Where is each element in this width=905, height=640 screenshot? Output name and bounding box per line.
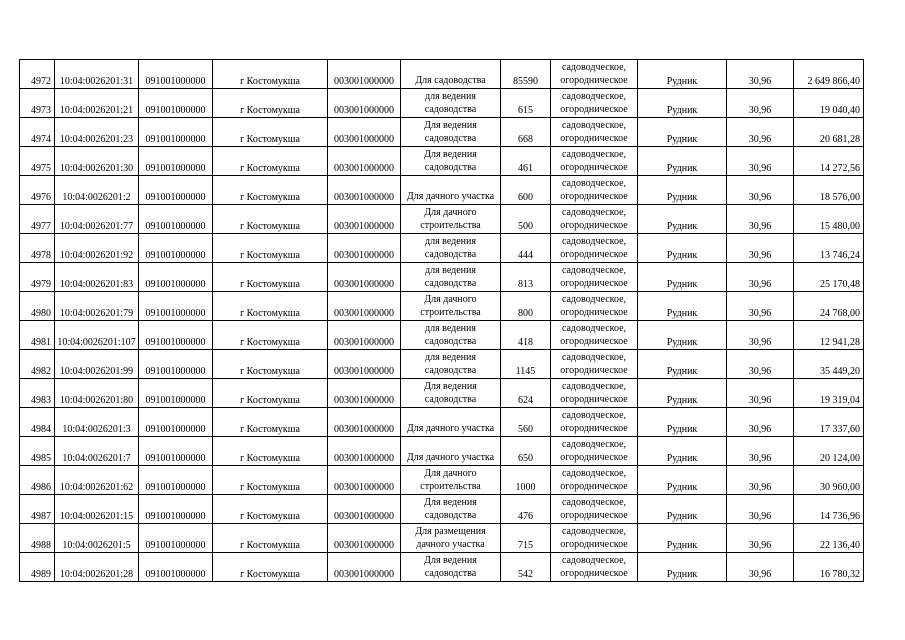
table-row — [20, 118, 864, 147]
cell-oktmo-code: 003001000000 — [328, 263, 401, 292]
cell-land-category: садоводческое, огородническое — [551, 553, 638, 582]
cell-zone: Рудник — [638, 466, 727, 495]
cell-oktmo-code: 003001000000 — [328, 350, 401, 379]
cell-row-number: 4984 — [20, 408, 55, 437]
cell-cadastral-number: 10:04:0026201:23 — [55, 118, 139, 147]
cell-specific-value: 30,96 — [727, 379, 794, 408]
cell-area: 600 — [501, 176, 551, 205]
cell-area: 615 — [501, 89, 551, 118]
cell-cadastral-number: 10:04:0026201:92 — [55, 234, 139, 263]
cell-specific-value: 30,96 — [727, 89, 794, 118]
cell-cadastral-value: 17 337,60 — [794, 408, 864, 437]
cell-oktmo-code: 003001000000 — [328, 176, 401, 205]
cell-cadastral-value: 24 768,00 — [794, 292, 864, 321]
cell-specific-value: 30,96 — [727, 524, 794, 553]
cell-city: г Костомукша — [213, 147, 328, 176]
cell-row-number: 4975 — [20, 147, 55, 176]
cell-permitted-use: Для ведения садоводства — [401, 495, 501, 524]
cell-zone: Рудник — [638, 292, 727, 321]
cell-land-category: садоводческое, огородническое — [551, 350, 638, 379]
cell-cadastral-value: 20 681,28 — [794, 118, 864, 147]
cell-area: 1000 — [501, 466, 551, 495]
cell-oktmo-code: 003001000000 — [328, 60, 401, 89]
cell-okato-code: 091001000000 — [139, 147, 213, 176]
table-row — [20, 524, 864, 553]
cell-okato-code: 091001000000 — [139, 263, 213, 292]
cell-cadastral-value: 35 449,20 — [794, 350, 864, 379]
cell-cadastral-number: 10:04:0026201:5 — [55, 524, 139, 553]
cell-land-category: садоводческое, огородническое — [551, 379, 638, 408]
cell-cadastral-number: 10:04:0026201:99 — [55, 350, 139, 379]
cell-cadastral-value: 15 480,00 — [794, 205, 864, 234]
cell-row-number: 4976 — [20, 176, 55, 205]
cell-zone: Рудник — [638, 147, 727, 176]
cell-specific-value: 30,96 — [727, 495, 794, 524]
cell-area: 476 — [501, 495, 551, 524]
cell-oktmo-code: 003001000000 — [328, 466, 401, 495]
cell-permitted-use: Для ведения садоводства — [401, 553, 501, 582]
cell-zone: Рудник — [638, 60, 727, 89]
cell-oktmo-code: 003001000000 — [328, 437, 401, 466]
cell-row-number: 4983 — [20, 379, 55, 408]
cell-city: г Костомукша — [213, 205, 328, 234]
cell-okato-code: 091001000000 — [139, 495, 213, 524]
cell-zone: Рудник — [638, 118, 727, 147]
cell-cadastral-number: 10:04:0026201:7 — [55, 437, 139, 466]
cell-oktmo-code: 003001000000 — [328, 234, 401, 263]
table-row — [20, 60, 864, 89]
cell-zone: Рудник — [638, 408, 727, 437]
cell-specific-value: 30,96 — [727, 437, 794, 466]
cell-land-category: садоводческое, огородническое — [551, 234, 638, 263]
cell-cadastral-number: 10:04:0026201:80 — [55, 379, 139, 408]
cell-city: г Костомукша — [213, 176, 328, 205]
cell-permitted-use: Для дачного участка — [401, 408, 501, 437]
cell-permitted-use: Для ведения садоводства — [401, 118, 501, 147]
cell-cadastral-number: 10:04:0026201:2 — [55, 176, 139, 205]
cell-cadastral-value: 30 960,00 — [794, 466, 864, 495]
cell-okato-code: 091001000000 — [139, 205, 213, 234]
cell-okato-code: 091001000000 — [139, 176, 213, 205]
cell-city: г Костомукша — [213, 379, 328, 408]
cell-area: 461 — [501, 147, 551, 176]
cell-area: 800 — [501, 292, 551, 321]
cell-cadastral-value: 2 649 866,40 — [794, 60, 864, 89]
cell-city: г Костомукша — [213, 89, 328, 118]
cell-land-category: садоводческое, огородническое — [551, 292, 638, 321]
cell-city: г Костомукша — [213, 350, 328, 379]
cell-row-number: 4987 — [20, 495, 55, 524]
cell-specific-value: 30,96 — [727, 60, 794, 89]
cell-land-category: садоводческое, огородническое — [551, 118, 638, 147]
cell-area: 85590 — [501, 60, 551, 89]
cell-row-number: 4982 — [20, 350, 55, 379]
cell-cadastral-value: 19 040,40 — [794, 89, 864, 118]
cell-area: 624 — [501, 379, 551, 408]
cell-row-number: 4973 — [20, 89, 55, 118]
cell-okato-code: 091001000000 — [139, 437, 213, 466]
cell-land-category: садоводческое, огородническое — [551, 205, 638, 234]
cell-specific-value: 30,96 — [727, 263, 794, 292]
cell-zone: Рудник — [638, 524, 727, 553]
cell-cadastral-number: 10:04:0026201:79 — [55, 292, 139, 321]
cell-land-category: садоводческое, огородническое — [551, 408, 638, 437]
cell-row-number: 4972 — [20, 60, 55, 89]
cell-cadastral-number: 10:04:0026201:107 — [55, 321, 139, 350]
cell-permitted-use: Для размещения дачного участка — [401, 524, 501, 553]
cell-cadastral-value: 12 941,28 — [794, 321, 864, 350]
cell-row-number: 4986 — [20, 466, 55, 495]
cell-specific-value: 30,96 — [727, 408, 794, 437]
cell-row-number: 4980 — [20, 292, 55, 321]
cell-permitted-use: Для дачного участка — [401, 176, 501, 205]
cell-zone: Рудник — [638, 379, 727, 408]
table-row — [20, 292, 864, 321]
cell-specific-value: 30,96 — [727, 321, 794, 350]
cell-area: 444 — [501, 234, 551, 263]
cell-row-number: 4989 — [20, 553, 55, 582]
table-row — [20, 89, 864, 118]
cell-area: 1145 — [501, 350, 551, 379]
cell-row-number: 4985 — [20, 437, 55, 466]
cell-oktmo-code: 003001000000 — [328, 553, 401, 582]
cell-specific-value: 30,96 — [727, 292, 794, 321]
cell-land-category: садоводческое, огородническое — [551, 89, 638, 118]
table-body — [20, 60, 864, 582]
cell-area: 715 — [501, 524, 551, 553]
cell-okato-code: 091001000000 — [139, 524, 213, 553]
cell-okato-code: 091001000000 — [139, 408, 213, 437]
cell-permitted-use: для ведения садоводства — [401, 350, 501, 379]
cell-oktmo-code: 003001000000 — [328, 321, 401, 350]
cell-okato-code: 091001000000 — [139, 379, 213, 408]
cell-permitted-use: для ведения садоводства — [401, 321, 501, 350]
cell-area: 668 — [501, 118, 551, 147]
cell-zone: Рудник — [638, 205, 727, 234]
cell-okato-code: 091001000000 — [139, 321, 213, 350]
cell-cadastral-number: 10:04:0026201:15 — [55, 495, 139, 524]
cell-city: г Костомукша — [213, 118, 328, 147]
table-row — [20, 350, 864, 379]
cell-cadastral-value: 20 124,00 — [794, 437, 864, 466]
cadastral-value-table — [19, 59, 864, 582]
table-row — [20, 466, 864, 495]
cell-zone: Рудник — [638, 263, 727, 292]
cell-okato-code: 091001000000 — [139, 234, 213, 263]
cell-specific-value: 30,96 — [727, 466, 794, 495]
cell-cadastral-value: 14 272,56 — [794, 147, 864, 176]
table-row — [20, 379, 864, 408]
table-row — [20, 176, 864, 205]
cell-zone: Рудник — [638, 321, 727, 350]
cell-oktmo-code: 003001000000 — [328, 495, 401, 524]
cell-permitted-use: Для дачного строительства — [401, 205, 501, 234]
cell-permitted-use: Для садоводства — [401, 60, 501, 89]
cell-city: г Костомукша — [213, 553, 328, 582]
cell-okato-code: 091001000000 — [139, 466, 213, 495]
cell-city: г Костомукша — [213, 60, 328, 89]
cell-cadastral-number: 10:04:0026201:28 — [55, 553, 139, 582]
cell-area: 650 — [501, 437, 551, 466]
cell-specific-value: 30,96 — [727, 118, 794, 147]
cell-permitted-use: Для дачного строительства — [401, 466, 501, 495]
cell-row-number: 4978 — [20, 234, 55, 263]
cell-okato-code: 091001000000 — [139, 553, 213, 582]
cell-permitted-use: Для дачного участка — [401, 437, 501, 466]
cell-area: 418 — [501, 321, 551, 350]
cell-oktmo-code: 003001000000 — [328, 408, 401, 437]
cell-cadastral-value: 19 319,04 — [794, 379, 864, 408]
cell-land-category: садоводческое, огородническое — [551, 263, 638, 292]
cell-permitted-use: для ведения садоводства — [401, 89, 501, 118]
cell-land-category: садоводческое, огородническое — [551, 60, 638, 89]
table-row — [20, 495, 864, 524]
cell-cadastral-value: 16 780,32 — [794, 553, 864, 582]
cell-oktmo-code: 003001000000 — [328, 292, 401, 321]
cell-oktmo-code: 003001000000 — [328, 524, 401, 553]
cell-land-category: садоводческое, огородническое — [551, 176, 638, 205]
cell-okato-code: 091001000000 — [139, 292, 213, 321]
cell-cadastral-value: 13 746,24 — [794, 234, 864, 263]
cell-land-category: садоводческое, огородническое — [551, 437, 638, 466]
cell-specific-value: 30,96 — [727, 147, 794, 176]
cell-specific-value: 30,96 — [727, 205, 794, 234]
table-row — [20, 321, 864, 350]
cell-okato-code: 091001000000 — [139, 89, 213, 118]
cell-zone: Рудник — [638, 553, 727, 582]
cell-permitted-use: Для дачного строительства — [401, 292, 501, 321]
cell-specific-value: 30,96 — [727, 234, 794, 263]
table-row — [20, 437, 864, 466]
cell-permitted-use: Для ведения садоводства — [401, 147, 501, 176]
cell-oktmo-code: 003001000000 — [328, 205, 401, 234]
cell-cadastral-number: 10:04:0026201:3 — [55, 408, 139, 437]
cell-cadastral-number: 10:04:0026201:31 — [55, 60, 139, 89]
cell-okato-code: 091001000000 — [139, 60, 213, 89]
cell-area: 500 — [501, 205, 551, 234]
cell-oktmo-code: 003001000000 — [328, 147, 401, 176]
cell-city: г Костомукша — [213, 292, 328, 321]
cell-zone: Рудник — [638, 89, 727, 118]
cell-land-category: садоводческое, огородническое — [551, 466, 638, 495]
cell-cadastral-number: 10:04:0026201:62 — [55, 466, 139, 495]
cell-row-number: 4974 — [20, 118, 55, 147]
cell-specific-value: 30,96 — [727, 350, 794, 379]
cell-land-category: садоводческое, огородническое — [551, 147, 638, 176]
cell-city: г Костомукша — [213, 524, 328, 553]
cell-cadastral-value: 18 576,00 — [794, 176, 864, 205]
cell-cadastral-number: 10:04:0026201:83 — [55, 263, 139, 292]
cell-cadastral-value: 25 170,48 — [794, 263, 864, 292]
cell-okato-code: 091001000000 — [139, 118, 213, 147]
table-row — [20, 263, 864, 292]
table-row — [20, 408, 864, 437]
cell-specific-value: 30,96 — [727, 176, 794, 205]
cell-zone: Рудник — [638, 176, 727, 205]
cell-zone: Рудник — [638, 495, 727, 524]
cell-city: г Костомукша — [213, 263, 328, 292]
cell-row-number: 4977 — [20, 205, 55, 234]
cell-area: 560 — [501, 408, 551, 437]
cell-zone: Рудник — [638, 350, 727, 379]
cell-city: г Костомукша — [213, 408, 328, 437]
cell-oktmo-code: 003001000000 — [328, 118, 401, 147]
cell-area: 813 — [501, 263, 551, 292]
cell-row-number: 4988 — [20, 524, 55, 553]
cell-city: г Костомукша — [213, 437, 328, 466]
table-row — [20, 553, 864, 582]
table-row — [20, 147, 864, 176]
cell-zone: Рудник — [638, 234, 727, 263]
cell-permitted-use: для ведения садоводства — [401, 263, 501, 292]
cell-cadastral-value: 22 136,40 — [794, 524, 864, 553]
cell-land-category: садоводческое, огородническое — [551, 495, 638, 524]
cell-cadastral-number: 10:04:0026201:77 — [55, 205, 139, 234]
cell-city: г Костомукша — [213, 495, 328, 524]
cell-zone: Рудник — [638, 437, 727, 466]
cell-oktmo-code: 003001000000 — [328, 89, 401, 118]
cell-cadastral-number: 10:04:0026201:30 — [55, 147, 139, 176]
cell-row-number: 4981 — [20, 321, 55, 350]
cell-permitted-use: для ведения садоводства — [401, 234, 501, 263]
table-row — [20, 234, 864, 263]
table-row — [20, 205, 864, 234]
cell-city: г Костомукша — [213, 234, 328, 263]
cell-okato-code: 091001000000 — [139, 350, 213, 379]
cell-city: г Костомукша — [213, 321, 328, 350]
cell-permitted-use: Для ведения садоводства — [401, 379, 501, 408]
cell-land-category: садоводческое, огородническое — [551, 524, 638, 553]
cell-cadastral-value: 14 736,96 — [794, 495, 864, 524]
cell-area: 542 — [501, 553, 551, 582]
cell-land-category: садоводческое, огородническое — [551, 321, 638, 350]
cell-specific-value: 30,96 — [727, 553, 794, 582]
cell-city: г Костомукша — [213, 466, 328, 495]
cell-cadastral-number: 10:04:0026201:21 — [55, 89, 139, 118]
cell-row-number: 4979 — [20, 263, 55, 292]
cell-oktmo-code: 003001000000 — [328, 379, 401, 408]
